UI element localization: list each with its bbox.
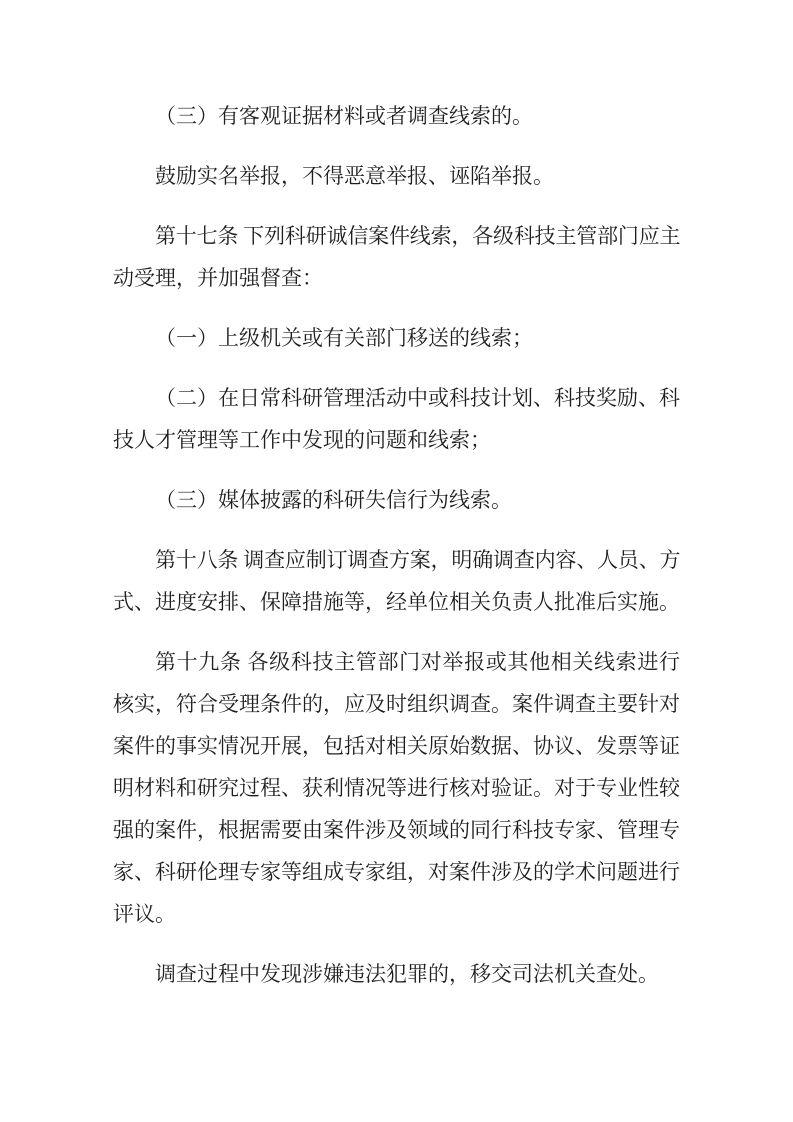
paragraph-article-17 [113, 215, 680, 299]
paragraph-item-3-clue [113, 95, 680, 137]
text-line: （一）上级机关或有关部门移送的线索； [155, 326, 533, 350]
paragraph-item-3-media [113, 479, 680, 521]
text-line: 案件的事实情况开展，包括对相关原始数据、协议、发票等证 [113, 734, 680, 758]
paragraph-item-2 [113, 377, 680, 461]
text-line: 动受理，并加强督查： [113, 266, 323, 290]
text-line: 家、科研伦理专家等组成专家组，对案件涉及的学术问题进行 [113, 860, 680, 884]
text-line: 鼓励实名举报，不得恶意举报、诬陷举报。 [155, 164, 554, 188]
text-line: 第十七条 下列科研诚信案件线索，各级科技主管部门应主 [155, 224, 680, 248]
text-line: 核实，符合受理条件的，应及时组织调查。案件调查主要针对 [113, 692, 680, 716]
text-line: 评议。 [113, 902, 176, 926]
text-line: 调查过程中发现涉嫌违法犯罪的，移交司法机关查处。 [155, 962, 659, 986]
text-line: （二）在日常科研管理活动中或科技计划、科技奖励、科 [155, 386, 680, 410]
paragraph-article-18 [113, 539, 680, 623]
paragraph-transfer-judicial [113, 953, 680, 995]
text-line: （三）有客观证据材料或者调查线索的。 [155, 104, 533, 128]
text-line: 第十八条 调查应制订调查方案，明确调查内容、人员、方 [155, 548, 680, 572]
text-line: 式、进度安排、保障措施等，经单位相关负责人批准后实施。 [113, 590, 680, 614]
paragraph-article-19 [113, 641, 680, 935]
text-line: 明材料和研究过程、获利情况等进行核对验证。对于专业性较 [113, 776, 680, 800]
paragraph-item-1 [113, 317, 680, 359]
text-line: 第十九条 各级科技主管部门对举报或其他相关线索进行 [155, 650, 680, 674]
text-line: （三）媒体披露的科研失信行为线索。 [155, 488, 512, 512]
text-line: 技人才管理等工作中发现的问题和线索； [113, 428, 491, 452]
paragraph-real-name-reporting [113, 155, 680, 197]
text-line: 强的案件，根据需要由案件涉及领域的同行科技专家、管理专 [113, 818, 680, 842]
